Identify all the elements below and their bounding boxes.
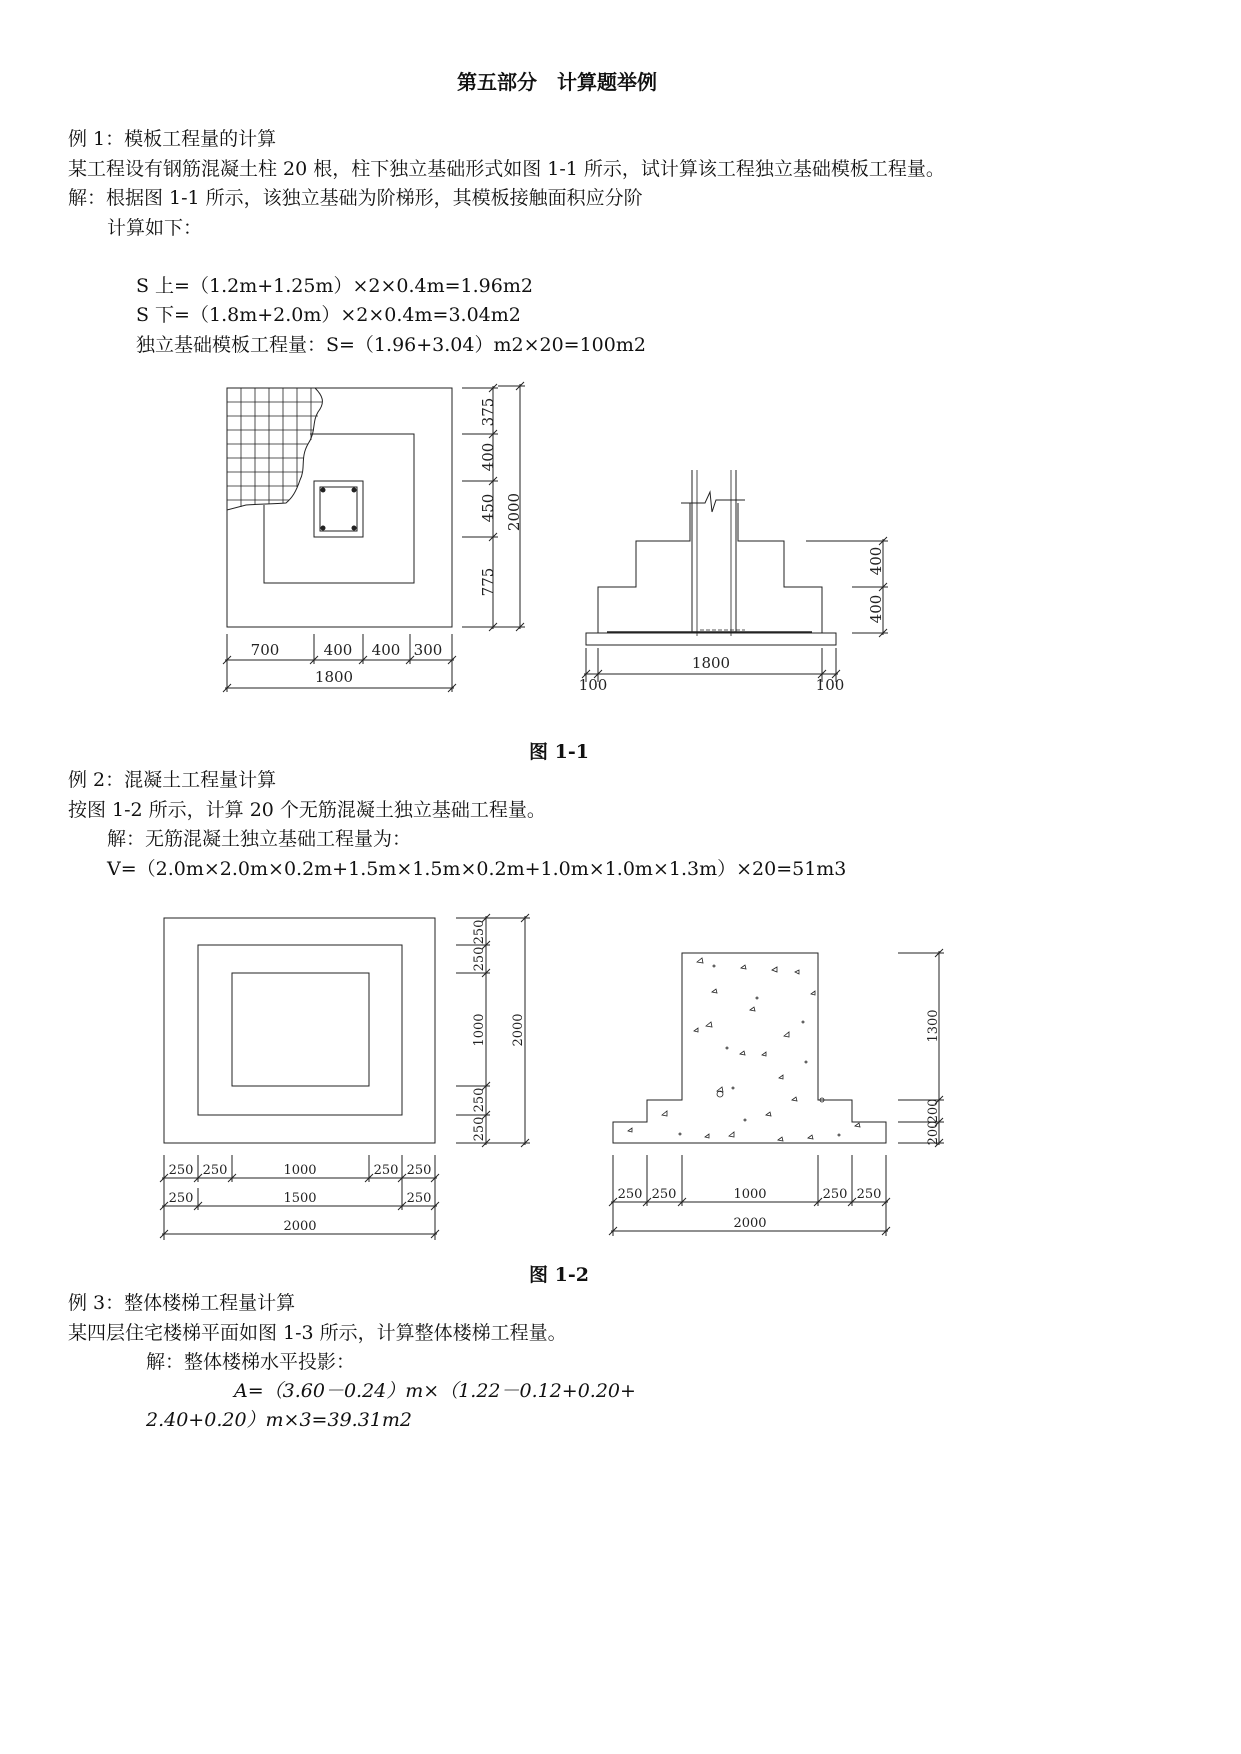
- plan2-dim-h1-250b: 250: [202, 1163, 228, 1178]
- section2-dim-h-250c: 250: [822, 1187, 848, 1202]
- plan1-dim-375: 375: [479, 397, 497, 427]
- plan2-dim-h-2000: 2000: [283, 1219, 317, 1234]
- ex1-formula-total: 独立基础模板工程量：S=（1.96+3.04）m2×20=100m2: [136, 334, 646, 356]
- ex1-formula-lower: S 下=（1.8m+2.0m）×2×0.4m=3.04m2: [136, 304, 521, 326]
- plan1-dim-700: 700: [250, 641, 280, 659]
- ex3-formula-line1: A=（3.60－0.24）m×（1.22－0.12+0.20+: [234, 1380, 636, 1402]
- ex3-problem: 某四层住宅楼梯平面如图 1-3 所示，计算整体楼梯工程量。: [68, 1322, 567, 1344]
- plan2-dim-h1-1000: 1000: [283, 1163, 317, 1178]
- section2-concrete-hatch: [628, 958, 860, 1141]
- section2-dim-h-250b: 250: [651, 1187, 677, 1202]
- plan2-dim-v-250b: 250: [472, 946, 487, 972]
- ex1-formula-upper: S 上=（1.2m+1.25m）×2×0.4m=1.96m2: [136, 275, 533, 297]
- section2-dim-h-2000: 2000: [733, 1216, 767, 1231]
- figure-1-1-caption: 图 1-1: [529, 741, 589, 763]
- ex1-heading: 例 1：模板工程量的计算: [68, 128, 277, 150]
- ex3-formula-line2: 2.40+0.20）m×3=39.31m2: [146, 1409, 412, 1431]
- plan1-dim-400a: 400: [323, 641, 353, 659]
- section1-dim-100-right: 100: [815, 676, 845, 694]
- plan2-dim-h2-1500: 1500: [283, 1191, 317, 1206]
- plan2-dim-h1-250d: 250: [406, 1163, 432, 1178]
- plan1-dim-1800: 1800: [314, 668, 354, 686]
- ex1-solution-line2: 计算如下：: [107, 217, 203, 239]
- ex2-solution: 解：无筋混凝土独立基础工程量为：: [107, 828, 412, 850]
- section2-dim-1300: 1300: [926, 1009, 941, 1043]
- plan2-dim-h1-250a: 250: [168, 1163, 194, 1178]
- section1-dim-400-lower: 400: [867, 594, 885, 624]
- section2-outline: [613, 953, 886, 1143]
- section2-dim-h-250a: 250: [617, 1187, 643, 1202]
- page-title: 第五部分 计算题举例: [457, 70, 657, 94]
- plan2-outer-step: [164, 918, 435, 1143]
- section2-dim-200-upper: 200: [926, 1098, 941, 1124]
- plan1-dim-450: 450: [479, 493, 497, 523]
- plan2-dim-h2-250b: 250: [406, 1191, 432, 1206]
- ex3-solution: 解：整体楼梯水平投影：: [146, 1351, 356, 1373]
- plan1-dim-400b: 400: [371, 641, 401, 659]
- plan2-column: [232, 973, 369, 1086]
- plan1-dim-775: 775: [479, 567, 497, 597]
- ex2-problem: 按图 1-2 所示，计算 20 个无筋混凝土独立基础工程量。: [68, 799, 546, 821]
- section2-dim-200-lower: 200: [926, 1120, 941, 1146]
- plan1-dim-400: 400: [479, 442, 497, 472]
- section1-dim-1800: 1800: [691, 654, 731, 672]
- ex2-heading: 例 2：混凝土工程量计算: [68, 769, 277, 791]
- plan2-dim-v-2000: 2000: [511, 1013, 526, 1047]
- figure-1-2-caption: 图 1-2: [529, 1264, 589, 1286]
- ex2-formula: V=（2.0m×2.0m×0.2m+1.5m×1.5m×0.2m+1.0m×1.0m×1.3m）×20=51m3: [107, 858, 847, 880]
- section1-dim-100-left: 100: [578, 676, 608, 694]
- ex1-problem: 某工程设有钢筋混凝土柱 20 根，柱下独立基础形式如图 1-1 所示，试计算该工程独立基础模板工程量。: [68, 158, 945, 180]
- plan1-dim-2000: 2000: [505, 492, 523, 532]
- plan2-dim-v-1000: 1000: [472, 1013, 487, 1047]
- plan2-dim-h2-250a: 250: [168, 1191, 194, 1206]
- section2-dim-h-250d: 250: [856, 1187, 882, 1202]
- section2-dim-h-1000: 1000: [733, 1187, 767, 1202]
- plan1-dim-300: 300: [413, 641, 443, 659]
- plan2-middle-step: [198, 945, 402, 1115]
- ex3-heading: 例 3：整体楼梯工程量计算: [68, 1292, 296, 1314]
- ex1-solution-line1: 解：根据图 1-1 所示，该独立基础为阶梯形，其模板接触面积应分阶: [68, 187, 643, 209]
- section1-dim-400-upper: 400: [867, 546, 885, 576]
- plan2-dim-v-250c: 250: [472, 1087, 487, 1113]
- plan2-dim-v-250a: 250: [472, 919, 487, 945]
- plan2-dim-h1-250c: 250: [373, 1163, 399, 1178]
- plan2-dim-v-250d: 250: [472, 1116, 487, 1142]
